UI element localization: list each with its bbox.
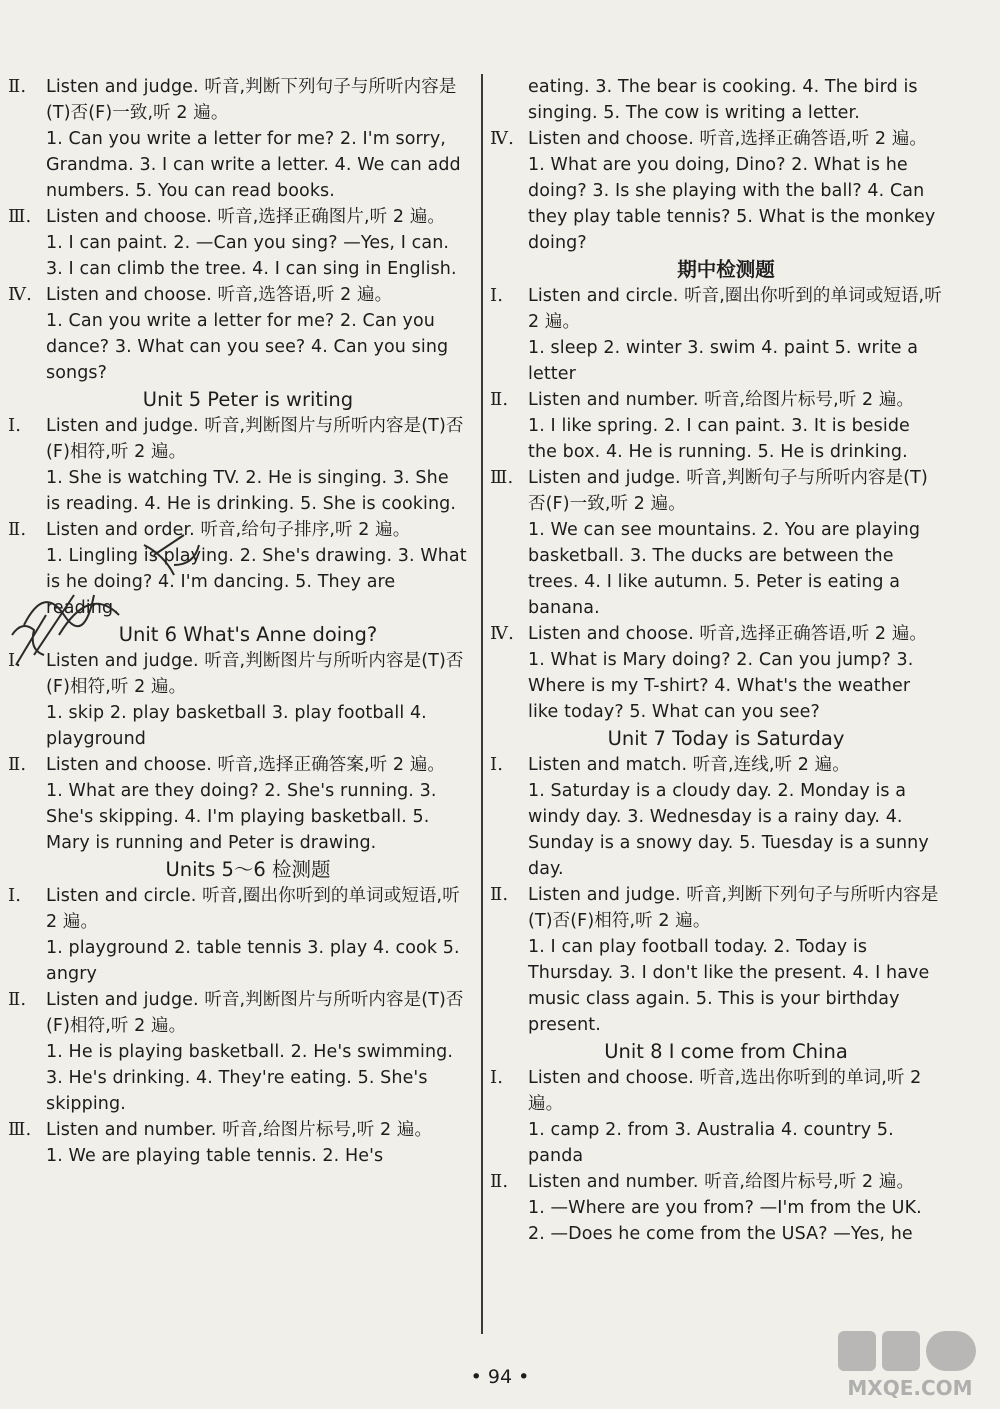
section-number: Ⅰ. [8, 650, 22, 671]
exercise-section [8, 413, 468, 517]
exercise-section [8, 752, 468, 856]
exercise-section [490, 1169, 942, 1247]
watermark-logo [830, 1325, 990, 1403]
section-instruction: Listen and choose. 听音,选择正确答语,听 2 遍。 [528, 129, 928, 149]
section-heading [490, 1065, 942, 1117]
section-heading [490, 621, 942, 647]
section-number: Ⅳ. [490, 623, 514, 644]
section-heading [490, 126, 942, 152]
section-content: 1. Can you write a letter for me? 2. I'm sorry, Grandma. 3. I can write a letter. 4. We can add numbers. 5. You can read books. [46, 129, 461, 201]
section-content: 1. What is Mary doing? 2. Can you jump? 3. Where is my T-shirt? 4. What's the weather like today? 5. What can you see? [528, 650, 914, 722]
page-number: • 94 • [470, 1366, 530, 1388]
section-heading [8, 413, 468, 465]
section-instruction: Listen and number. 听音,给图片标号,听 2 遍。 [528, 1172, 915, 1192]
section-content: 1. What are you doing, Dino? 2. What is he doing? 3. Is she playing with the ball? 4. Can they play table tennis? 5. What is the monkey doing? [528, 155, 936, 253]
section-instruction: Listen and choose. 听音,选择正确图片,听 2 遍。 [46, 207, 446, 227]
section-heading [8, 752, 468, 778]
unit-title: Units 5～6 检测题 [165, 858, 331, 881]
section-content: 1. We are playing table tennis. 2. He's [46, 1146, 384, 1166]
section-instruction: Listen and judge. 听音,判断句子与所听内容是(T)否(F)一致,听 2 遍。 [528, 468, 928, 514]
section-number: Ⅲ. [490, 467, 514, 488]
section-instruction: Listen and choose. 听音,选择正确答案,听 2 遍。 [46, 755, 446, 775]
section-content: 1. —Where are you from? —I'm from the UK. 2. —Does he come from the USA? —Yes, he [528, 1198, 922, 1244]
section-heading [490, 465, 942, 517]
section-content: 1. skip 2. play basketball 3. play football 4. playground [46, 703, 427, 749]
section-content: 1. Lingling is playing. 2. She's drawing. 3. What is he doing? 4. I'm dancing. 5. They are reading. [46, 546, 467, 618]
exercise-section [8, 204, 468, 282]
exercise-section [8, 1117, 468, 1169]
unit-title: 期中检测题 [677, 258, 775, 281]
section-heading [8, 1117, 468, 1143]
section-instruction: Listen and choose. 听音,选择正确答语,听 2 遍。 [528, 624, 928, 644]
unit-title: Unit 8 I come from China [604, 1040, 848, 1063]
section-number: Ⅱ. [8, 754, 27, 775]
section-heading [8, 987, 468, 1039]
watermark-site: MXQE.COM [847, 1376, 973, 1400]
exercise-section [8, 987, 468, 1117]
section-content: 1. Can you write a letter for me? 2. Can you dance? 3. What can you see? 4. Can you sing songs? [46, 311, 449, 383]
unit-title: Unit 5 Peter is writing [142, 388, 354, 411]
exercise-section [490, 387, 942, 465]
exercise-section [490, 126, 942, 256]
exercise-section [8, 74, 468, 204]
section-content: 1. I can play football today. 2. Today is Thursday. 3. I don't like the present. 4. I have music class again. 5. This is your birthday present. [528, 937, 930, 1035]
section-heading [8, 282, 468, 308]
section-content: eating. 3. The bear is cooking. 4. The bird is singing. 5. The cow is writing a letter. [528, 77, 918, 123]
section-content: 1. camp 2. from 3. Australia 4. country 5. panda [528, 1120, 894, 1166]
section-number: Ⅱ. [8, 519, 27, 540]
section-heading [8, 74, 468, 126]
answer-stamp-icon [838, 1331, 976, 1371]
section-content: 1. I can paint. 2. —Can you sing? —Yes, I can. 3. I can climb the tree. 4. I can sing in English. [46, 233, 457, 279]
section-number: Ⅰ. [490, 1067, 504, 1088]
column-divider [481, 74, 483, 1334]
exercise-section [8, 282, 468, 386]
section-instruction: Listen and order. 听音,给句子排序,听 2 遍。 [46, 520, 411, 540]
section-instruction: Listen and judge. 听音,判断图片与所听内容是(T)否(F)相符,听 2 遍。 [46, 651, 464, 697]
section-content: 1. We can see mountains. 2. You are playing basketball. 3. The ducks are between the trees. 4. I like autumn. 5. Peter is eating a banana. [528, 520, 921, 618]
section-heading [8, 204, 468, 230]
section-instruction: Listen and judge. 听音,判断下列句子与所听内容是(T)否(F)相符,听 2 遍。 [528, 885, 939, 931]
right-column [490, 74, 942, 1247]
section-heading [490, 1169, 942, 1195]
section-number: Ⅰ. [490, 754, 504, 775]
section-number: Ⅲ. [8, 1119, 32, 1140]
section-heading [490, 882, 942, 934]
section-instruction: Listen and choose. 听音,选答语,听 2 遍。 [46, 285, 393, 305]
section-content: 1. playground 2. table tennis 3. play 4. cook 5. angry [46, 938, 460, 984]
handwritten-scribble-icon [4, 515, 234, 675]
exercise-section [490, 752, 942, 882]
unit-title: Unit 6 What's Anne doing? [118, 623, 378, 646]
unit-title: Unit 7 Today is Saturday [607, 727, 845, 750]
exercise-section [490, 1065, 942, 1169]
exercise-section [8, 883, 468, 987]
section-instruction: Listen and number. 听音,给图片标号,听 2 遍。 [528, 390, 915, 410]
section-number: Ⅳ. [490, 128, 514, 149]
section-instruction: Listen and circle. 听音,圈出你听到的单词或短语,听 2 遍。 [528, 286, 942, 332]
section-number: Ⅱ. [490, 884, 509, 905]
section-number: Ⅳ. [8, 284, 32, 305]
section-heading [490, 283, 942, 335]
exercise-section [490, 465, 942, 621]
section-instruction: Listen and choose. 听音,选出你听到的单词,听 2 遍。 [528, 1068, 922, 1114]
section-number: Ⅰ. [490, 285, 504, 306]
section-content: 1. He is playing basketball. 2. He's swimming. 3. He's drinking. 4. They're eating. 5. She's skipping. [46, 1042, 454, 1114]
section-number: Ⅲ. [8, 206, 32, 227]
section-instruction: Listen and match. 听音,连线,听 2 遍。 [528, 755, 850, 775]
section-heading [490, 752, 942, 778]
section-number: Ⅰ. [8, 885, 22, 906]
section-heading [490, 387, 942, 413]
section-number: Ⅱ. [8, 76, 27, 97]
exercise-section [490, 882, 942, 1038]
section-number: Ⅱ. [8, 989, 27, 1010]
section-heading [8, 883, 468, 935]
section-instruction: Listen and judge. 听音,判断图片与所听内容是(T)否(F)相符,听 2 遍。 [46, 990, 464, 1036]
section-content: 1. I like spring. 2. I can paint. 3. It is beside the box. 4. He is running. 5. He is drinking. [528, 416, 910, 462]
section-content: 1. sleep 2. winter 3. swim 4. paint 5. write a letter [528, 338, 919, 384]
section-content: 1. Saturday is a cloudy day. 2. Monday is a windy day. 3. Wednesday is a rainy day. 4. Sunday is a snowy day. 5. Tuesday is a sunny day. [528, 781, 929, 879]
section-number: Ⅰ. [8, 415, 22, 436]
exercise-section [490, 283, 942, 387]
section-number: Ⅱ. [490, 389, 509, 410]
section-instruction: Listen and circle. 听音,圈出你听到的单词或短语,听 2 遍。 [46, 886, 460, 932]
section-instruction: Listen and judge. 听音,判断下列句子与所听内容是(T)否(F)一致,听 2 遍。 [46, 77, 457, 123]
section-instruction: Listen and number. 听音,给图片标号,听 2 遍。 [46, 1120, 433, 1140]
exercise-section [490, 621, 942, 725]
section-content: 1. What are they doing? 2. She's running. 3. She's skipping. 4. I'm playing basketball. 5. Mary is running and Peter is drawing. [46, 781, 437, 853]
section-content: 1. She is watching TV. 2. He is singing. 3. She is reading. 4. He is drinking. 5. She is cooking. [46, 468, 457, 514]
section-instruction: Listen and judge. 听音,判断图片与所听内容是(T)否(F)相符,听 2 遍。 [46, 416, 464, 462]
section-number: Ⅱ. [490, 1171, 509, 1192]
